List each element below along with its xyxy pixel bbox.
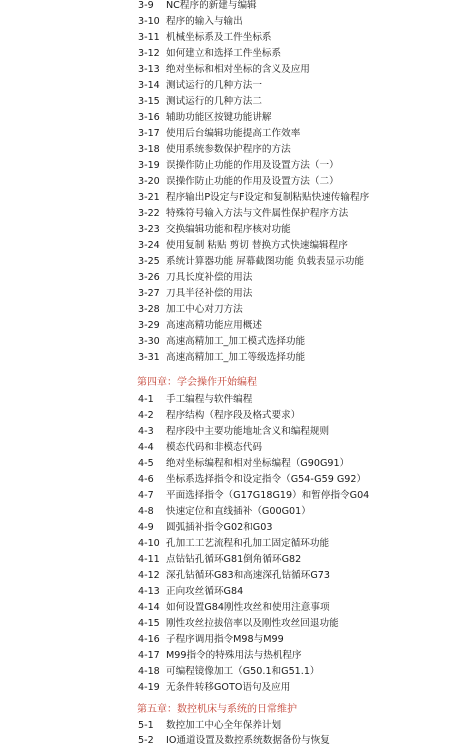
item-number: 4-6 xyxy=(138,474,154,485)
item-number: 3-30 xyxy=(138,336,160,347)
item-title: 数控加工中心全年保养计划 xyxy=(166,720,282,731)
toc-item xyxy=(138,48,281,60)
toc-item xyxy=(138,64,310,76)
item-title: 辅助功能区按键功能讲解 xyxy=(166,112,272,123)
item-title: IO通道设置及数控系统数据备份与恢复 xyxy=(166,735,330,746)
item-number: 3-11 xyxy=(138,32,160,43)
item-title: 加工中心对刀方法 xyxy=(166,304,243,315)
toc-item xyxy=(138,128,300,140)
item-number: 4-19 xyxy=(138,682,160,693)
item-title: 圆弧插补指令G02和G03 xyxy=(166,522,273,533)
toc-item xyxy=(138,682,290,694)
item-number: 3-28 xyxy=(138,304,160,315)
item-number: 5-2 xyxy=(138,735,154,746)
toc-item xyxy=(138,602,330,614)
toc-item xyxy=(138,720,281,732)
toc-item xyxy=(138,735,330,747)
item-number: 3-24 xyxy=(138,240,160,251)
item-number: 3-9 xyxy=(138,0,154,11)
item-title: 刚性攻丝拉拔倍率以及刚性攻丝回退功能 xyxy=(166,618,339,629)
toc-item xyxy=(138,522,272,534)
item-title: 模态代码和非模态代码 xyxy=(166,442,262,453)
toc-item xyxy=(138,176,339,188)
item-title: 高速高精功能应用概述 xyxy=(166,320,262,331)
item-title: 手工编程与软件编程 xyxy=(166,394,253,405)
item-title: 程序输出P设定与F设定和复制粘贴快速传输程序 xyxy=(166,192,370,203)
item-title: 程序结构（程序段及格式要求） xyxy=(166,410,301,421)
item-title: 高速高精加工_加工模式选择功能 xyxy=(166,336,306,347)
toc-item xyxy=(138,394,252,406)
item-title: 误操作防止功能的作用及设置方法（一） xyxy=(166,160,339,171)
toc-item xyxy=(138,634,284,646)
item-number: 4-16 xyxy=(138,634,160,645)
item-title: 程序的输入与输出 xyxy=(166,16,243,27)
item-number: 4-17 xyxy=(138,650,160,661)
item-number: 4-4 xyxy=(138,442,154,453)
toc-item xyxy=(138,80,262,92)
item-number: 4-7 xyxy=(138,490,154,501)
item-number: 3-27 xyxy=(138,288,160,299)
toc-item xyxy=(138,538,329,550)
toc-item xyxy=(138,474,366,486)
toc-item xyxy=(138,320,262,332)
toc-item xyxy=(138,224,291,236)
item-number: 3-14 xyxy=(138,80,160,91)
item-number: 4-14 xyxy=(138,602,160,613)
item-number: 3-23 xyxy=(138,224,160,235)
toc-item xyxy=(138,586,243,598)
item-number: 4-8 xyxy=(138,506,154,517)
toc-item xyxy=(138,490,369,502)
item-number: 4-18 xyxy=(138,666,160,677)
item-title: 无条件转移GOTO语句及应用 xyxy=(166,682,291,693)
toc-item xyxy=(138,16,243,28)
item-number: 4-9 xyxy=(138,522,154,533)
item-title: 程序段中主要功能地址含义和编程规则 xyxy=(166,426,330,437)
item-title: 误操作防止功能的作用及设置方法（二） xyxy=(166,176,339,187)
item-number: 4-1 xyxy=(138,394,154,405)
item-number: 3-29 xyxy=(138,320,160,331)
item-title: 使用后台编辑功能提高工作效率 xyxy=(166,128,301,139)
item-number: 3-21 xyxy=(138,192,160,203)
toc-item xyxy=(138,256,364,268)
toc-item xyxy=(138,426,329,438)
chapter-5-heading: 第五章：数控机床与系统的日常维护 xyxy=(137,704,297,715)
toc-item xyxy=(138,336,305,348)
item-title: 平面选择指令（G17G18G19）和暂停指令G04 xyxy=(166,490,370,501)
item-number: 4-5 xyxy=(138,458,154,469)
item-title: 特殊符号输入方法与文件属性保护程序方法 xyxy=(166,208,349,219)
toc-item xyxy=(138,442,262,454)
toc-item xyxy=(138,160,339,172)
toc-item xyxy=(138,570,330,582)
toc-item xyxy=(138,288,252,300)
toc-item xyxy=(138,304,243,316)
item-number: 4-3 xyxy=(138,426,154,437)
item-number: 3-15 xyxy=(138,96,160,107)
item-number: 3-18 xyxy=(138,144,160,155)
item-number: 4-13 xyxy=(138,586,160,597)
item-title: M99指令的特殊用法与热机程序 xyxy=(166,650,302,661)
item-number: 3-26 xyxy=(138,272,160,283)
item-title: 深孔钻循环G83和高速深孔钻循环G73 xyxy=(166,570,331,581)
item-title: 点钻钻孔循环G81倒角循环G82 xyxy=(166,554,302,565)
item-title: 快速定位和直线插补（G00G01） xyxy=(166,506,311,517)
item-title: 可编程镜像加工（G50.1和G51.1） xyxy=(166,666,320,677)
toc-item xyxy=(138,554,301,566)
item-title: 孔加工工艺流程和孔加工固定循环功能 xyxy=(166,538,330,549)
toc-item xyxy=(138,0,257,12)
item-title: 绝对坐标编程和相对坐标编程（G90G91） xyxy=(166,458,350,469)
item-number: 4-15 xyxy=(138,618,160,629)
item-number: 3-19 xyxy=(138,160,160,171)
item-title: 系统计算器功能 屏幕截图功能 负载表显示功能 xyxy=(166,256,364,267)
item-number: 3-25 xyxy=(138,256,160,267)
item-number: 3-12 xyxy=(138,48,160,59)
toc-item xyxy=(138,650,302,662)
item-number: 3-16 xyxy=(138,112,160,123)
toc-item xyxy=(138,458,349,470)
toc-item xyxy=(138,618,339,630)
item-title: 坐标系选择指令和设定指令（G54-G59 G92） xyxy=(166,474,367,485)
item-number: 4-10 xyxy=(138,538,160,549)
item-number: 4-2 xyxy=(138,410,154,421)
toc-item xyxy=(138,352,305,364)
item-number: 4-12 xyxy=(138,570,160,581)
item-number: 3-17 xyxy=(138,128,160,139)
item-number: 3-13 xyxy=(138,64,160,75)
item-number: 4-11 xyxy=(138,554,160,565)
toc-item xyxy=(138,272,252,284)
item-title: 交换编辑功能和程序核对功能 xyxy=(166,224,291,235)
item-title: 使用系统参数保护程序的方法 xyxy=(166,144,291,155)
toc-item xyxy=(138,666,320,678)
toc-item xyxy=(138,506,311,518)
item-number: 5-1 xyxy=(138,720,154,731)
item-title: 刀具半径补偿的用法 xyxy=(166,288,253,299)
item-title: 测试运行的几种方法二 xyxy=(166,96,262,107)
item-title: 绝对坐标和相对坐标的含义及应用 xyxy=(166,64,310,75)
chapter-4-heading: 第四章：学会操作开始编程 xyxy=(137,377,257,388)
item-title: 测试运行的几种方法一 xyxy=(166,80,262,91)
item-number: 3-10 xyxy=(138,16,160,27)
item-title: 高速高精加工_加工等级选择功能 xyxy=(166,352,306,363)
item-title: 如何设置G84刚性攻丝和使用注意事项 xyxy=(166,602,330,613)
item-title: NC程序的新建与编辑 xyxy=(166,0,257,11)
item-title: 机械坐标系及工件坐标系 xyxy=(166,32,272,43)
toc-item xyxy=(138,144,291,156)
item-title: 使用复制 粘贴 剪切 替换方式快速编辑程序 xyxy=(166,240,348,251)
item-title: 刀具长度补偿的用法 xyxy=(166,272,253,283)
toc-item xyxy=(138,192,369,204)
toc-item xyxy=(138,240,348,252)
item-title: 如何建立和选择工件坐标系 xyxy=(166,48,282,59)
toc-item xyxy=(138,208,348,220)
toc-item xyxy=(138,96,262,108)
item-title: 子程序调用指令M98与M99 xyxy=(166,634,284,645)
item-number: 3-31 xyxy=(138,352,160,363)
item-title: 正向攻丝循环G84 xyxy=(166,586,244,597)
toc-item xyxy=(138,410,300,422)
item-number: 3-20 xyxy=(138,176,160,187)
toc-item xyxy=(138,32,272,44)
item-number: 3-22 xyxy=(138,208,160,219)
toc-item xyxy=(138,112,272,124)
